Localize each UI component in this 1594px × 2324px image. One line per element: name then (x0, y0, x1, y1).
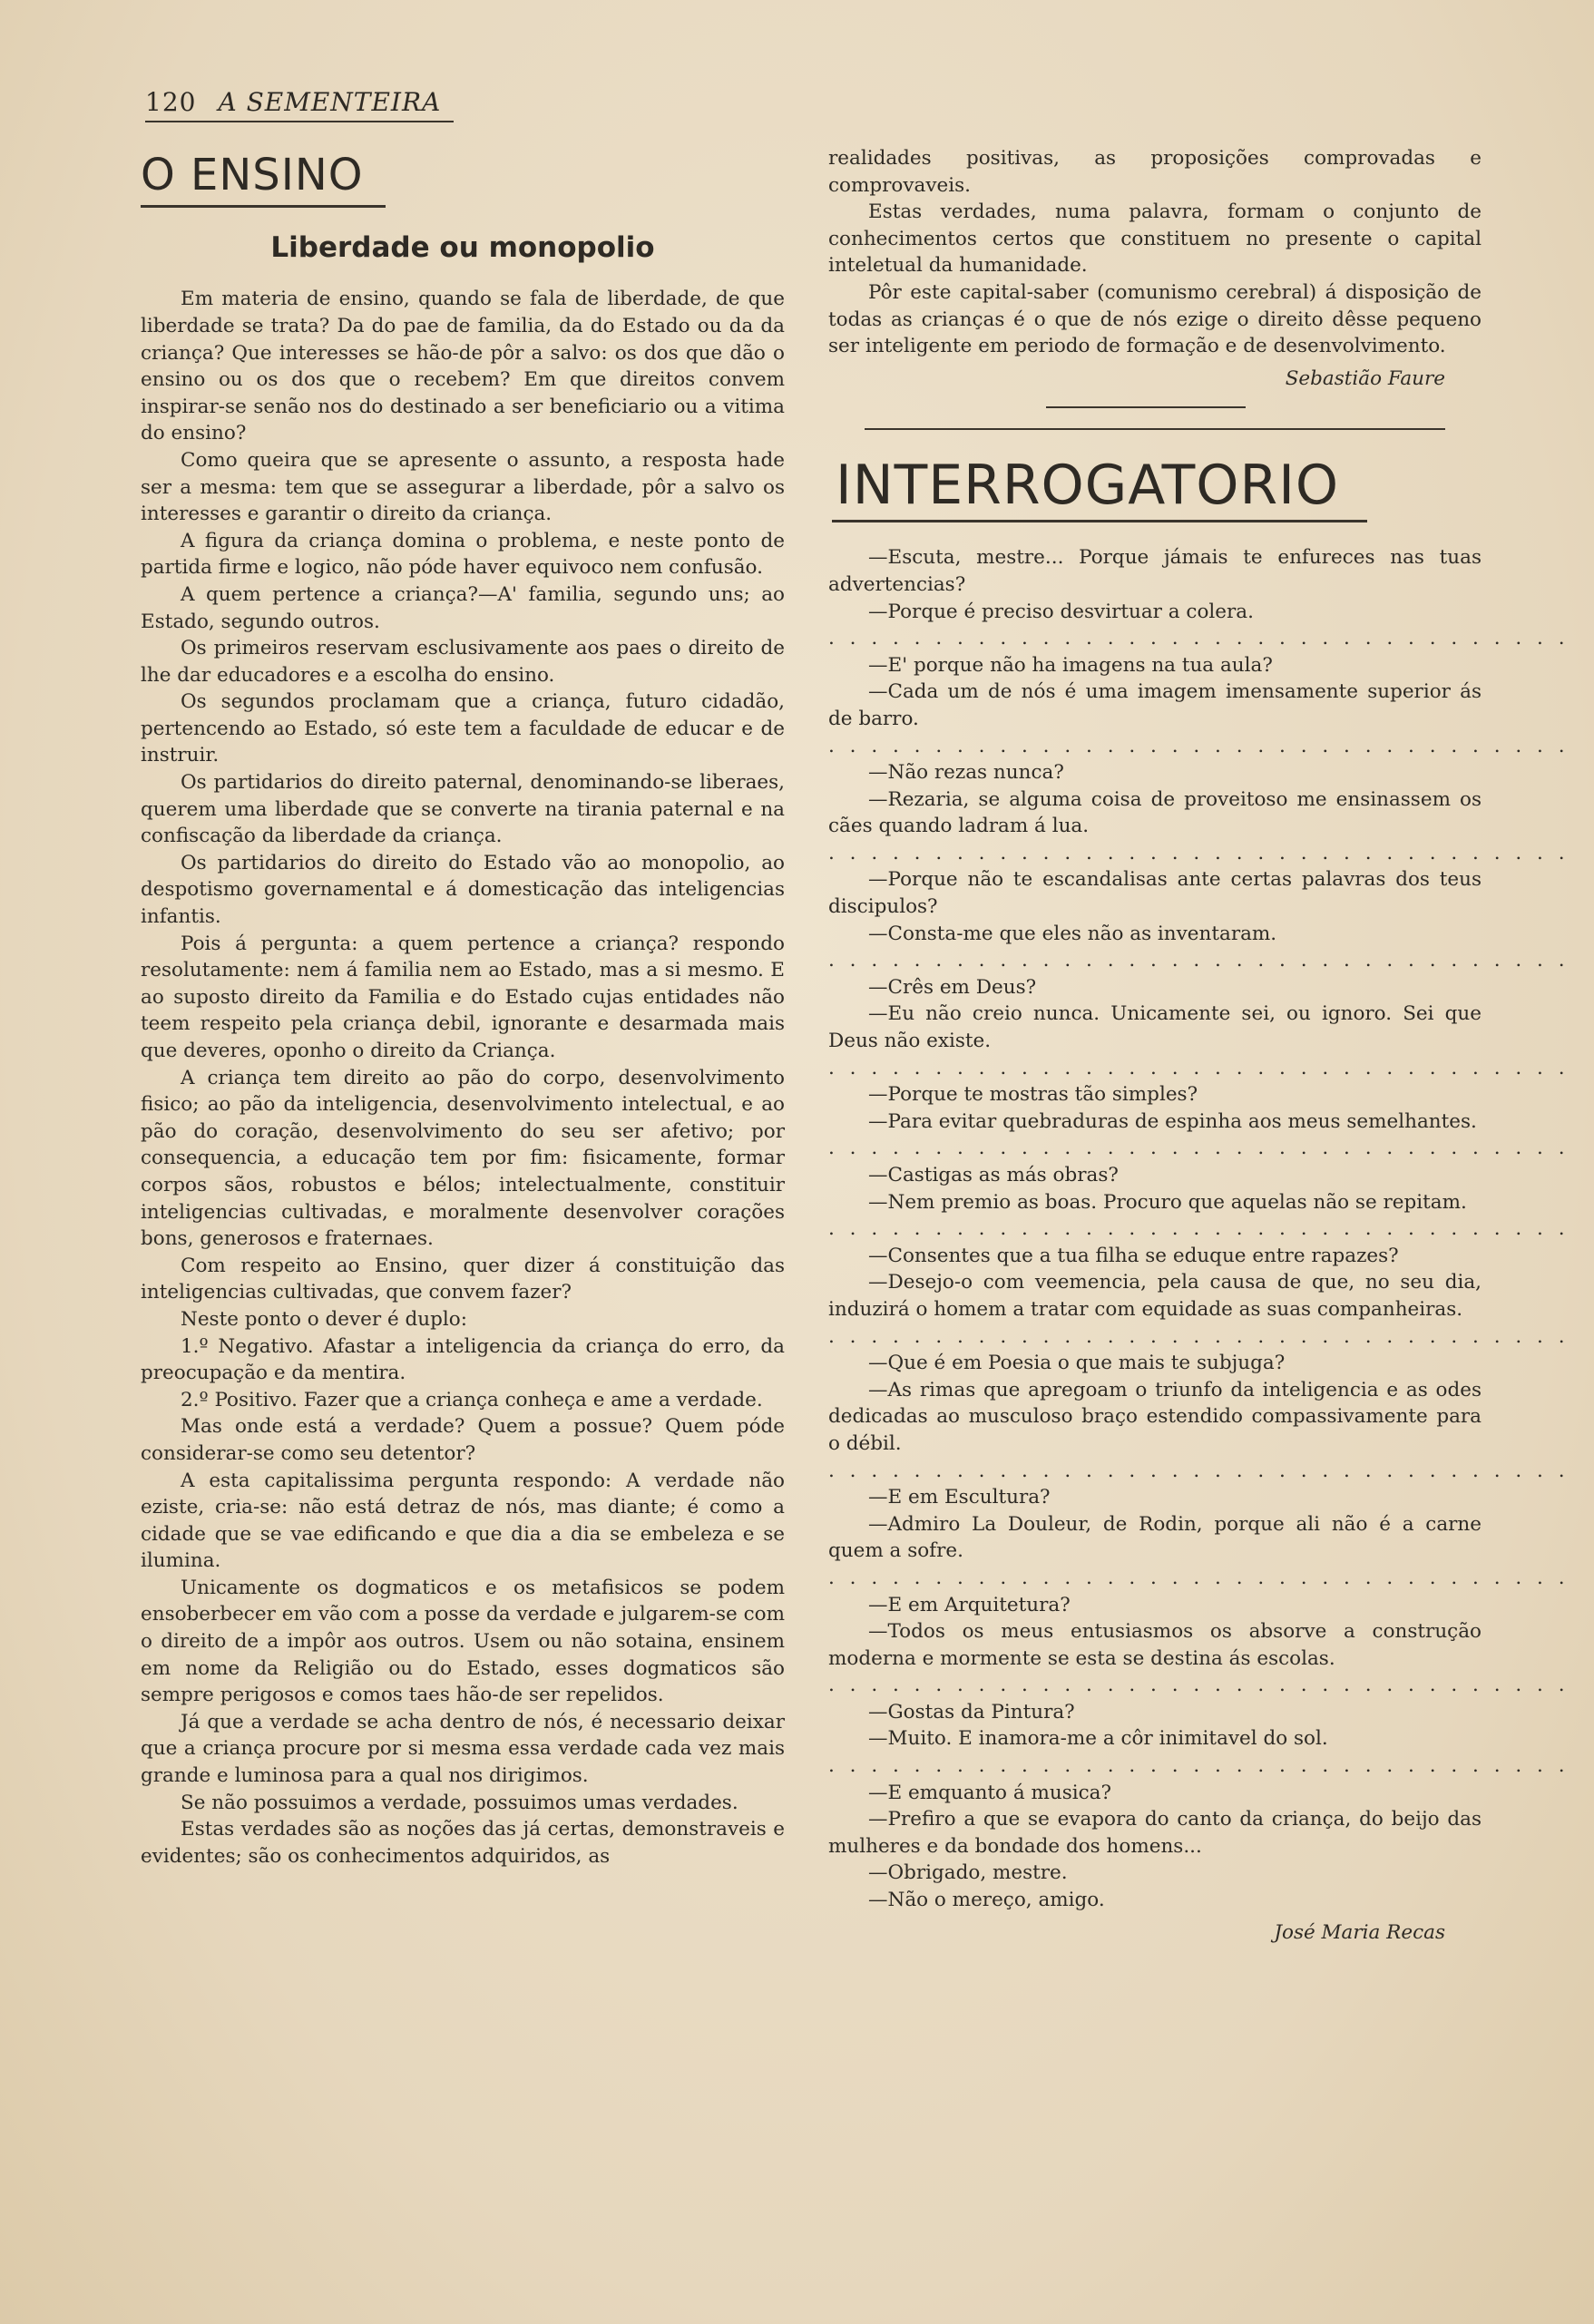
paragraph: —E emquanto á musica? (868, 1781, 1112, 1804)
interrogatorio-title: INTERROGATORIO (836, 454, 1340, 518)
paragraph: Pois á pergunta: a quem pertence a criança? respondo resolutamente: nem á familia nem ao Estado, mas a si mesmo. E ao suposto direito da Familia e do Estado cujas entidades não teem respeito pela criança debil, ignorante e desarmada mais que deveres, oponho o direito da Criança. (141, 932, 785, 1063)
divider-rule-long (865, 428, 1445, 430)
paragraph: —Não o mereço, amigo. (868, 1889, 1105, 1912)
paragraph: —Consentes que a tua filha se eduque entre rapazes? (868, 1244, 1399, 1267)
paragraph: Os partidarios do direito do Estado vão ao monopolio, ao despotismo governamental e á domesticação das inteligencias infantis. (141, 851, 785, 929)
paragraph: Se não possuimos a verdade, possuimos umas verdades. (181, 1791, 738, 1814)
paragraph: Neste ponto o dever é duplo: (181, 1307, 467, 1331)
paragraph: Estas verdades são as noções das já certas, demonstraveis e evidentes; são os conhecimentos adquiridos, as (141, 1818, 785, 1868)
dotted-separator: . . . . . . . . . . . . . . . . . . . . . . . . . . . . . . . . . . . (828, 1566, 1570, 1589)
paragraph: —Desejo-o com veemencia, pela causa de que, no seu dia, induzirá o homem a tratar com equidade as suas companheiras. (828, 1271, 1482, 1321)
paragraph: 2.º Positivo. Fazer que a criança conheça e ame a verdade. (181, 1388, 763, 1411)
paragraph: —Para evitar quebraduras de espinha aos meus semelhantes. (868, 1109, 1477, 1133)
paragraph: —Muito. E inamora-me a côr inimitavel do sol. (868, 1727, 1328, 1751)
paragraph: Os primeiros reservam esclusivamente aos paes o direito de lhe dar educadores e a escolha do ensino. (141, 637, 785, 687)
dotted-separator: . . . . . . . . . . . . . . . . . . . . . . . . . . . . . . . . . . . (828, 841, 1570, 864)
paragraph: —Porque te mostras tão simples? (868, 1083, 1198, 1107)
paragraph: A esta capitalissima pergunta respondo: A verdade não eziste, cria-se: não está detraz de nós, mas diante; é como a cidade que se vae edificando e que dia a dia se embeleza e se ilumina. (141, 1469, 785, 1573)
paragraph: Em materia de ensino, quando se fala de liberdade, de que liberdade se trata? Da do pae de familia, da do Estado ou da da criança? Que interesses se hão-de pôr a salvo: os dos que dão o ensino ou os dos que o recebem? Em que direitos convem inspirar-se senão nos do destinado a ser beneficiario ou a vitima do ensino? (141, 288, 785, 445)
paragraph: —Escuta, mestre... Porque jámais te enfureces nas tuas advertencias? (828, 546, 1482, 596)
paragraph: Pôr este capital-saber (comunismo cerebral) á disposição de todas as crianças é o que de nós ezige o direito dêsse pequeno ser inteligente em periodo de formação e de desenvolvimento. (828, 280, 1482, 358)
paragraph: —As rimas que apregoam o triunfo da inteligencia e as odes dedicadas ao musculoso braço estendido compassivamente para o débil. (828, 1378, 1482, 1455)
paragraph: A quem pertence a criança?—A' familia, segundo uns; ao Estado, segundo outros. (141, 582, 785, 633)
paragraph: —E' porque não ha imagens na tua aula? (868, 653, 1273, 677)
dialogue-body (828, 544, 1570, 1913)
paragraph: —E em Escultura? (868, 1486, 1051, 1509)
paragraph: —Eu não creio nunca. Unicamente sei, ou ignoro. Sei que Deus não existe. (828, 1002, 1482, 1053)
paragraph: —Obrigado, mestre. (868, 1861, 1068, 1885)
paragraph: —Cada um de nós é uma imagem imensamente superior ás de barro. (828, 680, 1482, 730)
dotted-separator: . . . . . . . . . . . . . . . . . . . . . . . . . . . . . . . . . . . (828, 1754, 1570, 1778)
paragraph: A criança tem direito ao pão do corpo, desenvolvimento fisico; ao pão da inteligencia, desenvolvimento intelectual, e ao pão do coração, desenvolvimento do seu ser afetivo; por consequencia, a educação tem por fim: fisicamente, formar corpos sãos, robustos e bélos; intelectualmente, constituir inteligencias cultivadas, e moralmente desenvolver corações bons, generosos e fraternaes. (141, 1066, 785, 1251)
paragraph: Já que a verdade se acha dentro de nós, é necessario deixar que a criança procure por si mesma essa verdade cada vez mais grande e luminosa para a qual nos dirigimos. (141, 1710, 785, 1788)
signature-faure: Sebastião Faure (1285, 366, 1445, 390)
dotted-separator: . . . . . . . . . . . . . . . . . . . . . . . . . . . . . . . . . . . (828, 1217, 1570, 1241)
dotted-separator: . . . . . . . . . . . . . . . . . . . . . . . . . . . . . . . . . . . (828, 1056, 1570, 1079)
dotted-separator: . . . . . . . . . . . . . . . . . . . . . . . . . . . . . . . . . . . (828, 734, 1570, 757)
paragraph: realidades positivas, as proposições comprovadas e comprovaveis. (828, 147, 1482, 197)
paragraph: Os segundos proclamam que a criança, futuro cidadão, pertencendo ao Estado, só este tem a faculdade de educar e de instruir. (141, 690, 785, 767)
page-number: 120 (145, 87, 197, 117)
right-column (828, 145, 1570, 1946)
paragraph: —Admiro La Douleur, de Rodin, porque ali não é a carne quem a sofre. (828, 1512, 1482, 1563)
dotted-separator: . . . . . . . . . . . . . . . . . . . . . . . . . . . . . . . . . . . (828, 1459, 1570, 1482)
interrogatorio-rule (832, 520, 1367, 522)
paragraph: Com respeito ao Ensino, quer dizer á constituição das inteligencias cultivadas, que convem fazer? (141, 1254, 785, 1304)
paragraph: Estas verdades, numa palavra, formam o conjunto de conhecimentos certos que constituem no presente o capital inteletual da humanidade. (828, 200, 1482, 278)
paragraph: Os partidarios do direito paternal, denominando-se liberaes, querem uma liberdade que se converte na tirania paternal e na confiscação da liberdade da criança. (141, 771, 785, 848)
paragraph: —Todos os meus entusiasmos os absorve a construção moderna e mormente se esta se destina ás escolas. (828, 1620, 1482, 1670)
paragraph: —Gostas da Pintura? (868, 1700, 1075, 1723)
article-subtitle: Liberdade ou monopolio (270, 231, 655, 265)
journal-title: A SEMENTEIRA (218, 87, 442, 117)
paragraph: —Rezaria, se alguma coisa de proveitoso me ensinassem os cães quando ladram á lua. (828, 787, 1482, 838)
left-column (141, 145, 785, 1870)
dotted-separator: . . . . . . . . . . . . . . . . . . . . . . . . . . . . . . . . . . . (828, 627, 1570, 650)
paragraph: —Castigas as más obras? (868, 1164, 1119, 1186)
paragraph: —E em Arquitetura? (868, 1593, 1071, 1616)
paragraph: —Nem premio as boas. Procuro que aquelas não se repitam. (868, 1190, 1467, 1214)
paragraph: —Consta-me que eles não as inventaram. (868, 922, 1277, 945)
paragraph: —Prefiro a que se evapora do canto da criança, do beijo das mulheres e da bondade dos homens... (828, 1808, 1482, 1858)
paragraph: Como queira que se apresente o assunto, a resposta hade ser a mesma: tem que se assegurar a liberdade, pôr a salvo os interesses e garantir o direito da criança. (141, 448, 785, 526)
paragraph: —Crês em Deus? (868, 975, 1037, 999)
article-continuation (828, 145, 1482, 360)
paragraph: —Porque é preciso desvirtuar a colera. (868, 600, 1254, 623)
paragraph: —Porque não te escandalisas ante certas palavras dos teus discipulos? (828, 868, 1482, 919)
paragraph: —Que é em Poesia o que mais te subjuga? (868, 1352, 1286, 1375)
dotted-separator: . . . . . . . . . . . . . . . . . . . . . . . . . . . . . . . . . . . (828, 949, 1570, 972)
paragraph: 1.º Negativo. Afastar a inteligencia da criança do erro, da preocupação e da mentira. (141, 1334, 785, 1385)
dotted-separator: . . . . . . . . . . . . . . . . . . . . . . . . . . . . . . . . . . . (828, 1137, 1570, 1160)
paragraph: Unicamente os dogmaticos e os metafisicos se podem ensoberbecer em vão com a posse da verdade e julgarem-se com o direito de a impôr aos outros. Usem ou não sotaina, ensinem em nome da Religião ou do Estado, esses dogmaticos são sempre perigosos e comos taes hão-de ser repelidos. (141, 1576, 785, 1707)
title-rule (141, 205, 386, 208)
divider-rule-short (1046, 406, 1246, 408)
dotted-separator: . . . . . . . . . . . . . . . . . . . . . . . . . . . . . . . . . . . (828, 1324, 1570, 1348)
paragraph: —Não rezas nunca? (868, 761, 1064, 785)
article-body (141, 286, 785, 1870)
signature-recas: José Maria Recas (1274, 1920, 1445, 1944)
running-head (145, 87, 454, 122)
paragraph: A figura da criança domina o problema, e neste ponto de partida firme e logico, não póde haver equivoco nem confusão. (141, 529, 785, 580)
ornament-divider (828, 406, 1482, 430)
paragraph: Mas onde está a verdade? Quem a possue? Quem póde considerar-se como seu detentor? (141, 1415, 785, 1465)
dotted-separator: . . . . . . . . . . . . . . . . . . . . . . . . . . . . . . . . . . . (828, 1674, 1570, 1697)
article-title: O ENSINO (141, 150, 364, 200)
